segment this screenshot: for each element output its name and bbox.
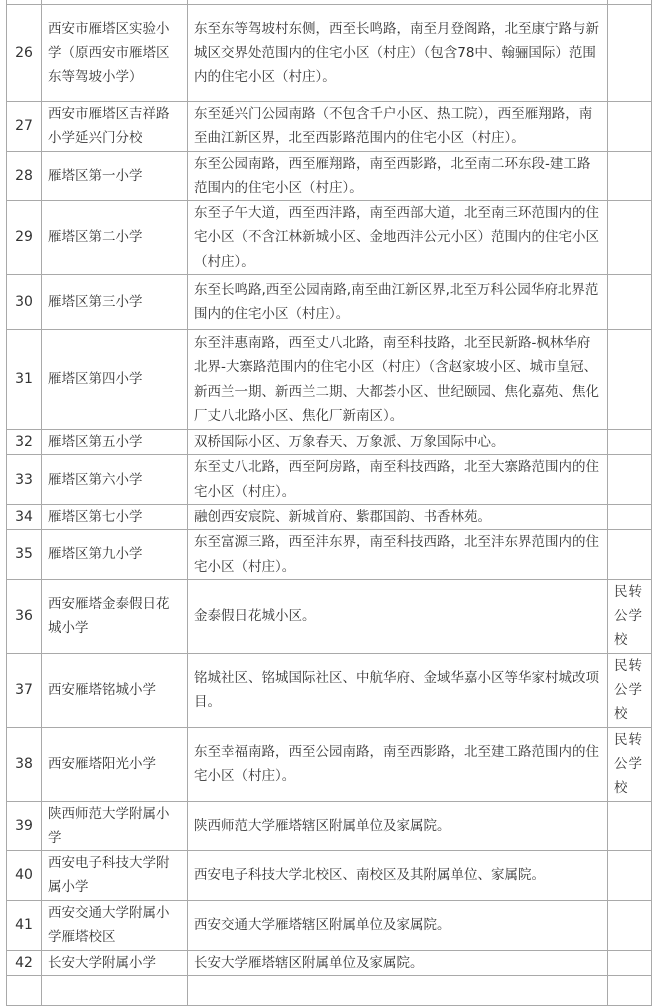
table-row xyxy=(7,102,652,152)
table-row xyxy=(7,530,652,580)
school-name: 陕西师范大学附属小学 xyxy=(42,801,188,851)
school-name: 西安电子科技大学附属小学 xyxy=(42,851,188,901)
row-number: 40 xyxy=(7,851,42,901)
school-name: 长安大学附属小学 xyxy=(42,950,188,975)
enrollment-range: 东至公园南路，西至雁翔路，南至西影路，北至南二环东段-建工路范围内的住宅小区（村庄）。 xyxy=(188,151,608,201)
school-name: 雁塔区第四小学 xyxy=(42,330,188,430)
school-note xyxy=(608,201,652,275)
table-row xyxy=(7,430,652,455)
row-number: 30 xyxy=(7,275,42,330)
row-number: 29 xyxy=(7,201,42,275)
enrollment-range: 东至延兴门公园南路（不包含千户小区、热工院），西至雁翔路，南至曲江新区界，北至西影路范围内的住宅小区（村庄）。 xyxy=(188,102,608,152)
school-note: 民转公学校 xyxy=(608,727,652,801)
school-note: 民转公学校 xyxy=(608,579,652,653)
enrollment-range: 东至长鸣路,西至公园南路,南至曲江新区界,北至万科公园华府北界范围内的住宅小区（村庄）。 xyxy=(188,275,608,330)
row-number: 39 xyxy=(7,801,42,851)
row-number: 31 xyxy=(7,330,42,430)
school-note: 民转公学校 xyxy=(608,653,652,727)
row-number: 28 xyxy=(7,151,42,201)
row-number: 33 xyxy=(7,455,42,505)
school-name: 雁塔区第五小学 xyxy=(42,430,188,455)
row-number: 35 xyxy=(7,530,42,580)
table-row-partial-bottom xyxy=(7,976,652,1006)
row-number: 34 xyxy=(7,504,42,529)
school-note xyxy=(608,900,652,950)
table-row xyxy=(7,851,652,901)
table-row xyxy=(7,330,652,430)
row-number: 36 xyxy=(7,579,42,653)
table-row xyxy=(7,727,652,801)
table-row xyxy=(7,504,652,529)
enrollment-range: 双桥国际小区、万象春天、万象派、万象国际中心。 xyxy=(188,430,608,455)
enrollment-range: 西安交通大学雁塔辖区附属单位及家属院。 xyxy=(188,900,608,950)
row-number: 37 xyxy=(7,653,42,727)
school-name: 西安市雁塔区实验小学（原西安市雁塔区东等驾坡小学） xyxy=(42,5,188,102)
enrollment-range: 东至沣惠南路，西至丈八北路，南至科技路，北至民新路-枫林华府北界-大寨路范围内的住宅小区（村庄）（含赵家坡小区、城市皇冠、新西兰一期、新西兰二期、大都荟小区、世纪颐园、焦化嘉苑、焦化厂丈八北路小区、焦化厂新南区）。 xyxy=(188,330,608,430)
row-number: 38 xyxy=(7,727,42,801)
row-number: 41 xyxy=(7,900,42,950)
enrollment-range: 东至富源三路，西至沣东界，南至科技西路，北至沣东界范围内的住宅小区（村庄）。 xyxy=(188,530,608,580)
table-row xyxy=(7,801,652,851)
school-note xyxy=(608,950,652,975)
table-row xyxy=(7,653,652,727)
enrollment-range: 长安大学雁塔辖区附属单位及家属院。 xyxy=(188,950,608,975)
school-district-table xyxy=(6,0,652,1006)
school-note xyxy=(608,330,652,430)
row-number: 42 xyxy=(7,950,42,975)
row-number: 26 xyxy=(7,5,42,102)
school-note xyxy=(608,530,652,580)
school-name: 西安雁塔金泰假日花城小学 xyxy=(42,579,188,653)
school-name: 雁塔区第二小学 xyxy=(42,201,188,275)
school-name: 雁塔区第七小学 xyxy=(42,504,188,529)
enrollment-range: 金泰假日花城小区。 xyxy=(188,579,608,653)
table-row xyxy=(7,579,652,653)
row-number: 32 xyxy=(7,430,42,455)
table-row xyxy=(7,455,652,505)
enrollment-range: 东至东等驾坡村东侧，西至长鸣路，南至月登阁路，北至康宁路与新城区交界处范围内的住宅小区（村庄）（包含78中、翰骊国际）范围内的住宅小区（村庄）。 xyxy=(188,5,608,102)
school-name: 西安市雁塔区吉祥路小学延兴门分校 xyxy=(42,102,188,152)
enrollment-range: 东至幸福南路，西至公园南路，南至西影路，北至建工路范围内的住宅小区（村庄）。 xyxy=(188,727,608,801)
school-note xyxy=(608,275,652,330)
enrollment-range: 融创西安宸院、新城首府、紫郡国韵、书香林苑。 xyxy=(188,504,608,529)
enrollment-range: 东至丈八北路，西至阿房路，南至科技西路，北至大寨路范围内的住宅小区（村庄）。 xyxy=(188,455,608,505)
school-note xyxy=(608,455,652,505)
school-note xyxy=(608,504,652,529)
school-name: 雁塔区第九小学 xyxy=(42,530,188,580)
row-number: 27 xyxy=(7,102,42,152)
table-row xyxy=(7,900,652,950)
table-row xyxy=(7,275,652,330)
enrollment-range: 西安电子科技大学北校区、南校区及其附属单位、家属院。 xyxy=(188,851,608,901)
school-name: 西安交通大学附属小学雁塔校区 xyxy=(42,900,188,950)
table-row xyxy=(7,151,652,201)
school-name: 雁塔区第六小学 xyxy=(42,455,188,505)
school-name: 西安雁塔阳光小学 xyxy=(42,727,188,801)
school-note xyxy=(608,102,652,152)
school-note xyxy=(608,851,652,901)
enrollment-range: 陕西师范大学雁塔辖区附属单位及家属院。 xyxy=(188,801,608,851)
table-row xyxy=(7,950,652,975)
school-note xyxy=(608,5,652,102)
table-row xyxy=(7,201,652,275)
enrollment-range: 铭城社区、铭城国际社区、中航华府、金域华嘉小区等华家村城改项目。 xyxy=(188,653,608,727)
school-name: 西安雁塔铭城小学 xyxy=(42,653,188,727)
school-note xyxy=(608,151,652,201)
table-row xyxy=(7,5,652,102)
school-note xyxy=(608,430,652,455)
school-name: 雁塔区第一小学 xyxy=(42,151,188,201)
enrollment-range: 东至子午大道，西至西沣路，南至西部大道，北至南三环范围内的住宅小区（不含江林新城小区、金地西沣公元小区）范围内的住宅小区（村庄）。 xyxy=(188,201,608,275)
school-note xyxy=(608,801,652,851)
school-name: 雁塔区第三小学 xyxy=(42,275,188,330)
